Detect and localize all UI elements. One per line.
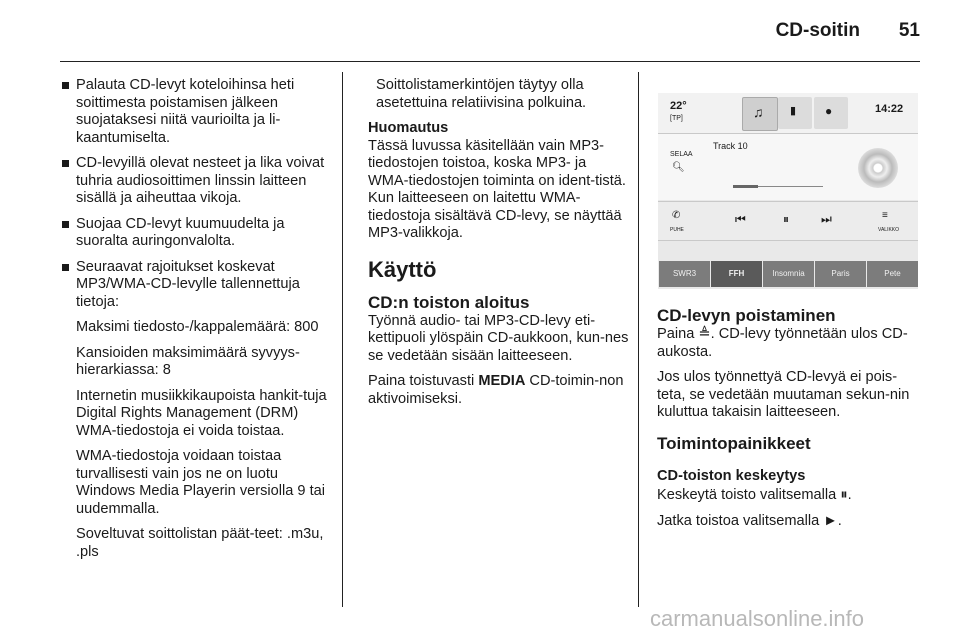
pause-icon: ⏸ <box>783 212 790 226</box>
restriction-item: Maksimi tiedosto-/kappalemäärä: 800 <box>76 319 319 335</box>
disc-icon <box>858 148 898 188</box>
media-key: MEDIA <box>478 373 526 389</box>
clock: 14:22 <box>875 103 904 115</box>
preset-button: Insomnia <box>763 261 814 287</box>
preset-button: Paris <box>815 261 866 287</box>
eject-return-text: Jos ulos työnnettyä CD-levyä ei pois-teta, se vedetään muutaman sekun-nin kuluttua takaisin laitteeseen. <box>657 369 910 420</box>
pause-heading: CD-toiston keskeytys <box>657 467 806 484</box>
tp-indicator: [TP] <box>670 115 683 122</box>
preset-button: Pete <box>867 261 918 287</box>
screen-status-bar <box>658 93 918 134</box>
voice-icon: ✆ <box>672 210 681 221</box>
bullet-item: Suojaa CD-levyt kuumuudelta ja suoralta auringonvalolta. <box>60 216 335 251</box>
screen-controls <box>658 201 918 241</box>
middle-column <box>368 77 630 416</box>
right-column <box>657 306 922 538</box>
insert-cd-text: Työnnä audio- tai MP3-CD-levy eti-kettipuoli ylöspäin CD-aukkoon, kun-nes se vedetään sisään laitteeseen. <box>368 312 629 364</box>
previous-track-icon: ⏮ <box>735 212 746 226</box>
progress-fill <box>733 185 758 188</box>
restriction-item: Soveltuvat soittolistan päät-teet: .m3u, .pls <box>76 526 324 560</box>
subsection-heading: CD:n toiston aloitus <box>368 292 530 312</box>
header-rule <box>60 61 920 62</box>
music-icon: ♫ <box>742 97 778 131</box>
menu-icon: ≡ <box>882 210 888 221</box>
preset-button: SWR3 <box>659 261 710 287</box>
temperature: 22° <box>670 100 687 112</box>
note-heading: Huomautus <box>368 120 449 136</box>
bullet-item: Seuraavat rajoitukset koskevat MP3/WMA-CD-levylle tallennettuja tietoja: <box>60 259 335 312</box>
infotainment-screen-image <box>658 93 918 289</box>
preset-bar <box>658 261 918 287</box>
voice-label: PUHE <box>670 227 684 233</box>
restriction-item: Kansioiden maksimimäärä syvyys-hierarkiassa: 8 <box>76 344 300 378</box>
track-title: Track 10 <box>713 141 748 151</box>
menu-label: VALIKKO <box>878 227 900 233</box>
note-text: Tässä luvussa käsitellään vain MP3-tiedostojen toistoa, koska MP3- ja WMA-tiedostojen toiminta on ident-tistä. Kun laitteeseen on laitettu WMA-tiedostoja sisältävä CD-levy, se näyttää MP3-valikkoja. <box>368 137 626 241</box>
restriction-item: WMA-tiedostoja voidaan toistaa turvallisesti vain jos ne on luotu Windows Media Playerin versiolla 9 tai uudemmalla. <box>76 448 326 517</box>
restriction-item: Internetin musiikkikaupoista hankit-tuja Digital Rights Management (DRM) WMA-tiedostoja ei voida toistaa. <box>76 387 327 439</box>
preset-button: FFH <box>711 261 762 287</box>
bullet-item: Palauta CD-levyt koteloihinsa heti soittimesta poistamisen jälkeen suojataksesi niitä vaurioilta ja li-kaantumiselta. <box>60 77 335 147</box>
column-divider-2 <box>638 72 639 607</box>
pause-text: Keskeytä toisto valitsemalla ⏸. <box>657 487 852 503</box>
phone-icon: ▮ <box>778 97 812 129</box>
left-column <box>60 77 335 569</box>
column-divider-1 <box>342 72 343 607</box>
eject-heading: CD-levyn poistaminen <box>657 306 836 325</box>
media-text: Paina toistuvasti MEDIA CD-toimin-non aktivoimiseksi. <box>368 373 624 407</box>
browse-label: SELAA <box>670 151 693 158</box>
resume-text: Jatka toistoa valitsemalla ►. <box>657 512 842 529</box>
playlist-note: Soittolistamerkintöjen täytyy olla asetettuina relatiivisina polkuina. <box>376 77 587 111</box>
function-buttons-heading: Toimintopainikkeet <box>657 433 811 453</box>
watermark: carmanualsonline.info <box>650 606 865 631</box>
eject-text: Paina ≜. CD-levy työnnetään ulos CD-aukosta. <box>657 326 908 360</box>
nav-icon: ● <box>814 97 848 129</box>
section-heading: Käyttö <box>368 256 437 282</box>
page-number: 51 <box>898 20 920 41</box>
bullet-item: CD-levyillä olevat nesteet ja lika voivat tuhria audiosoittimen linssin laitteen sisällä ja aiheuttaa vikoja. <box>60 155 335 208</box>
search-icon: 🔍︎ <box>672 162 685 173</box>
page-header-title: CD-soitin <box>775 20 860 41</box>
next-track-icon: ⏭ <box>821 212 832 226</box>
screen-now-playing <box>658 134 918 200</box>
